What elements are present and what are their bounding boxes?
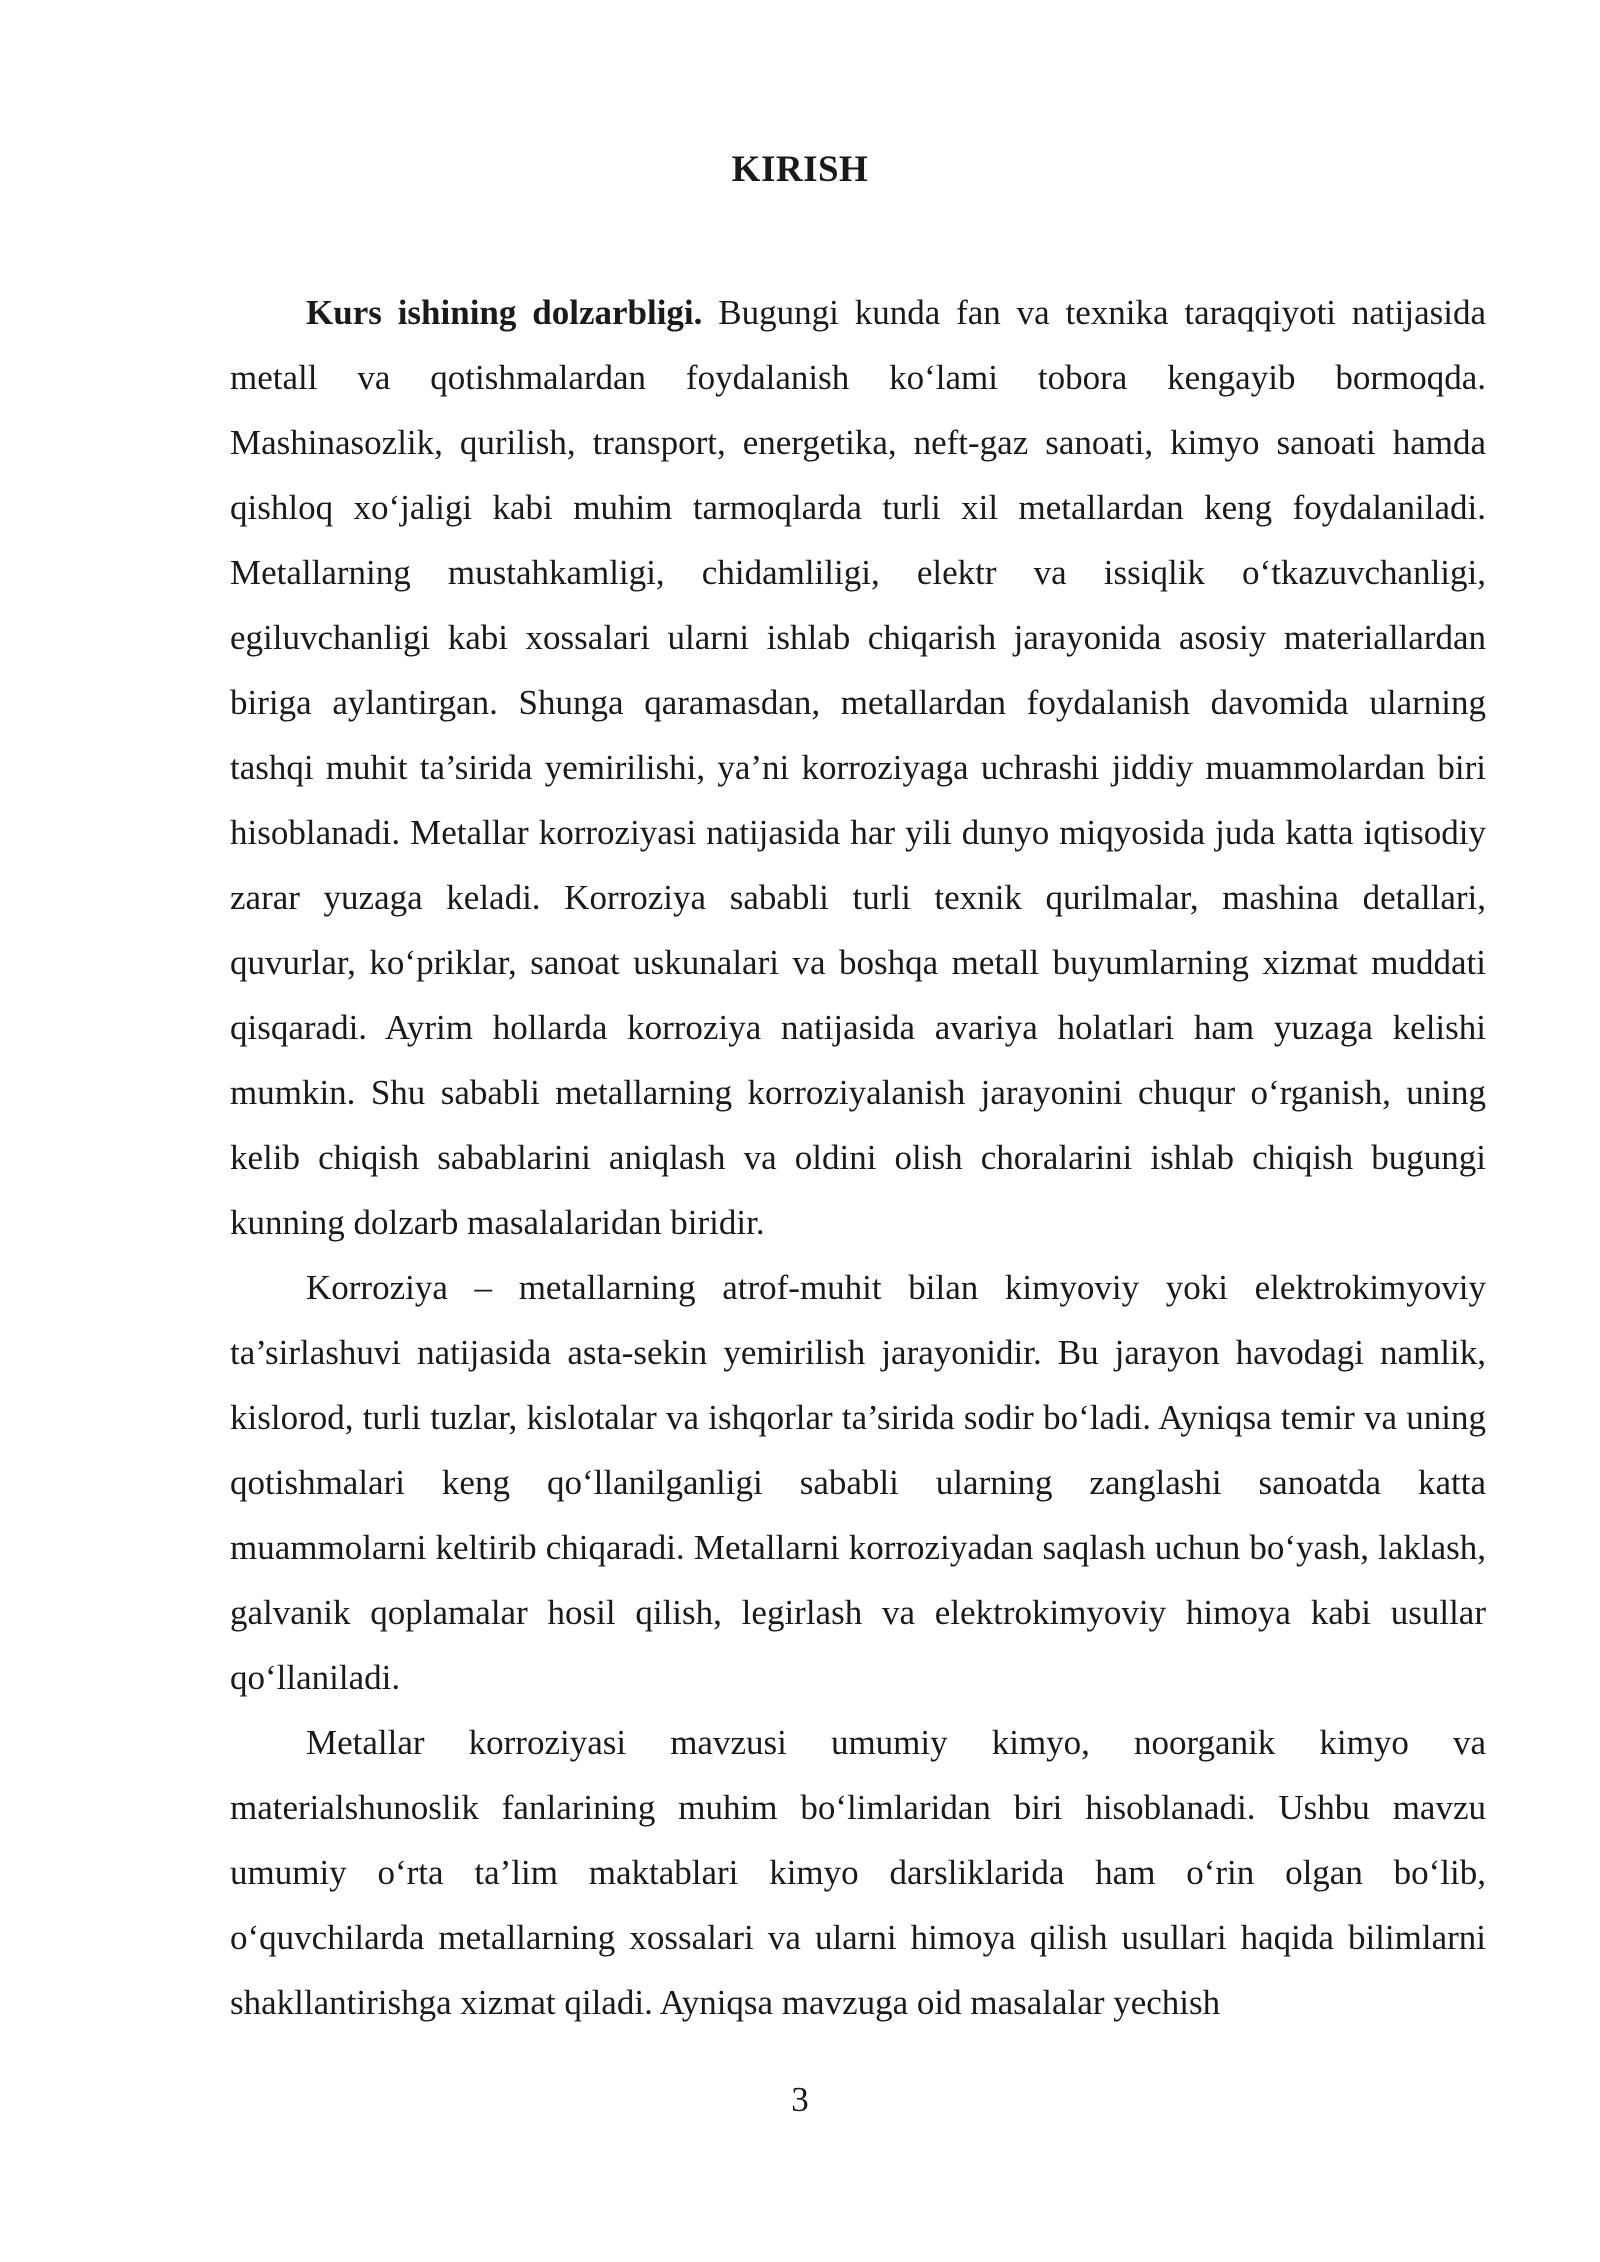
paragraph-lead: Kurs ishining dolzarbligi. [306, 293, 703, 332]
body-text [230, 280, 1486, 2035]
paragraph-text: Bugungi kunda fan va texnika taraqqiyoti natijasida metall va qotishmalardan foydalanish ko‘lami tobora kengayib bormoqda. Mashinasozlik, qurilish, transport, energetika, neft-gaz sanoati, kimyo sanoati hamda qishloq xo‘jaligi kabi muhim tarmoqlarda turli xil metallardan keng foydalaniladi. Metallarning mustahkamligi, chidamliligi, elektr va issiqlik o‘tkazuvchanligi, egiluvchanligi kabi xossalari ularni ishlab chiqarish jarayonida asosiy materiallardan biriga aylantirgan. Shunga qaramasdan, metallardan foydalanish davomida ularning tashqi muhit ta’sirida yemirilishi, ya’ni korroziyaga uchrashi jiddiy muammolardan biri hisoblanadi. Metallar korroziyasi natijasida har yili dunyo miqyosida juda katta iqtisodiy zarar yuzaga keladi. Korroziya sababli turli texnik qurilmalar, mashina detallari, quvurlar, ko‘priklar, sanoat uskunalari va boshqa metall buyumlarning xizmat muddati qisqaradi. Ayrim hollarda korroziya natijasida avariya holatlari ham yuzaga kelishi mumkin. Shu sababli metallarning korroziyalanish jarayonini chuqur o‘rganish, uning kelib chiqish sabablarini aniqlash va oldini olish choralarini ishlab chiqish bugungi kunning dolzarb masalalaridan biridir. [230, 293, 1486, 1242]
paragraph-topic-importance: Metallar korroziyasi mavzusi umumiy kimyo, noorganik kimyo va materialshunoslik fanlarining muhim bo‘limlaridan biri hisoblanadi. Ushbu mavzu umumiy o‘rta ta’lim maktablari kimyo darsliklarida ham o‘rin olgan bo‘lib, o‘quvchilarda metallarning xossalari va ularni himoya qilish usullari haqida bilimlarni shakllantirishga xizmat qiladi. Ayniqsa mavzuga oid masalalar yechish [230, 1723, 1486, 2022]
paragraph-corrosion-definition: Korroziya – metallarning atrof-muhit bilan kimyoviy yoki elektrokimyoviy ta’sirlashuvi natijasida asta-sekin yemirilish jarayonidir. Bu jarayon havodagi namlik, kislorod, turli tuzlar, kislotalar va ishqorlar ta’sirida sodir bo‘ladi. Ayniqsa temir va uning qotishmalari keng qo‘llanilganligi sababli ularning zanglashi sanoatda katta muammolarni keltirib chiqaradi. Metallarni korroziyadan saqlash uchun bo‘yash, laklash, galvanik qoplamalar hosil qilish, legirlash va elektrokimyoviy himoya kabi usullar qo‘llaniladi. [230, 1268, 1486, 1697]
page-heading: KIRISH [731, 149, 869, 190]
page-number: 3 [791, 2080, 809, 2119]
paragraph-relevance [230, 280, 1486, 1255]
